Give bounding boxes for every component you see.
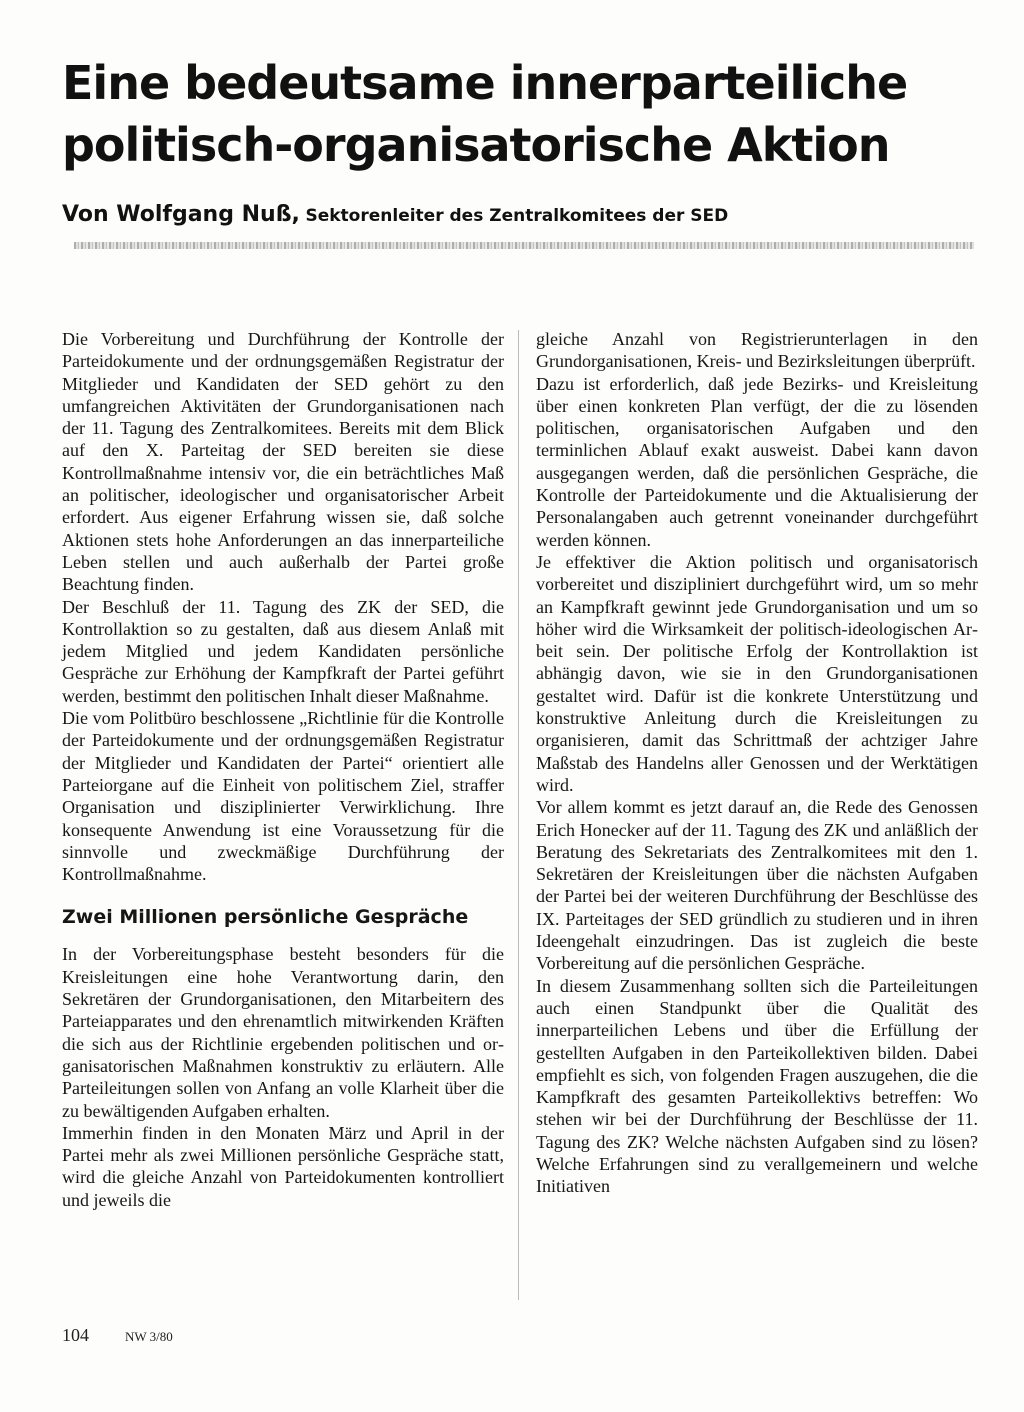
paragraph: Die Vorbereitung und Durchführung der Kontrolle der Parteidokumente und der ordnungsgemäßen Registratur der Mitglieder und Kandidaten der SED gehört zu den umfangreichen Aktivitäten der Grundorganisationen nach der 11. Tagung des Zentralkomitees. Bereits mit dem Blick auf den X. Parteitag der SED bereiten sie diese Kontrollmaßnahme intensiv vor, die ein beträchtliches Maß an politischer, ideologischer und organisatorischer Arbeit erfordert. Aus eigener Erfahrung wissen sie, daß solche Aktionen stets hohe Anforderungen an das innerparteiliche Leben stellen und auch außerhalb der Partei große Beachtung finden. [62,329,504,595]
paragraph: Die vom Politbüro beschlossene „Richtlinie für die Kontrolle der Parteidokumente und der ordnungsgemäßen Registratur der Mitglieder und Kandidaten der Partei“ orientiert alle Parteiorgane auf die Einheit von politischem Ziel, straffer Organisation und disziplinierter Verwirklichung. Ihre konsequente Anwendung ist eine Voraussetzung für die sinnvolle und zweckmäßige Durchführung der Kontrollmaßnahme. [62,708,504,885]
paragraph: Der Beschluß der 11. Tagung des ZK der SED, die Kontrollaktion so zu gestalten, daß aus diesem Anlaß mit jedem Mitglied und jedem Kandidaten persönliche Gespräche zur Erhöhung der Kampfkraft der Partei geführt werden, bestimmt den politischen Inhalt dieser Maßnahme. [62,596,504,706]
paragraph: Vor allem kommt es jetzt darauf an, die Rede des Genossen Erich Honecker auf der 11. Tagung des ZK und anläßlich der Beratung des Sekretariats des Zentralkomitees mit den 1. Sekretären der Kreisleitungen über die nächsten Aufgaben der Partei bei der weiteren Durchführung der Beschlüsse des IX. Parteitages der SED gründlich zu studieren und in ihren Ideengehalt einzudringen. Das ist zugleich die beste Vorbereitung auf die persönlichen Gespräche. [536,797,978,974]
column-divider [518,330,519,1300]
title-line-2: politisch-organisatorische Aktion [62,118,890,172]
left-column [62,328,504,1211]
issue-label: NW 3/80 [125,1329,173,1344]
byline [62,200,992,231]
paragraph: In der Vorbereitungsphase besteht besonders für die Kreisleitungen eine hohe Verantwortung darin, den Sekretären der Grundorganisationen, den Mitarbeitern des Parteiapparates und den ehrenamtlich mitwirkenden Kräften die sich aus der Richtlinie ergebenden politischen und organisatorischen Maßnahmen konstruktiv zu erläutern. Alle Parteileitungen sollen von Anfang an volle Klarheit über die zu bewältigenden Aufgaben erhalten. [62,944,504,1121]
paragraph: gleiche Anzahl von Registrierunterlagen in den Grundorganisationen, Kreis- und Bezirksleitungen überprüft. [536,329,978,372]
author-role: Sektorenleiter des Zentralkomitees der SED [305,206,729,226]
paragraph: Dazu ist erforderlich, daß jede Bezirks- und Kreisleitung über einen konkreten Plan verfügt, der die zu lösenden politischen, organisatorischen Aufgaben und den terminlichen Ablauf exakt ausweist. Dabei kann davon ausgegangen werden, daß die persönlichen Gespräche, die Kontrolle der Parteidokumente und die Aktualisierung der Personalangaben auch getrennt voneinander durchgeführt werden können. [536,373,978,550]
paragraph: Je effektiver die Aktion politisch und organisatorisch vorbereitet und diszipliniert durchgeführt wird, um so mehr an Kampfkraft gewinnt jede Grundorganisation und um so höher wird die Wirksamkeit der politisch-ideologischen Arbeit sein. Der politische Erfolg der Kontrollaktion ist abhängig davon, wie sie in den Grundorganisationen gestaltet wird. Dafür ist die konkrete Unterstützung und konstruktive Anleitung durch die Kreisleitungen zu organisieren, damit das Schrittmaß der achtziger Jahre Maßstab des Handelns aller Genossen und der Werktätigen wird. [536,551,978,795]
title-line-1: Eine bedeutsame innerparteiliche [62,56,908,110]
section-heading: Zwei Millionen persönliche Gespräche [62,906,469,929]
right-column [536,328,978,1198]
paragraph: In diesem Zusammenhang sollten sich die Parteileitungen auch einen Standpunkt über die Qualität des innerparteilichen Lebens und über die Erfüllung der gestellten Aufgaben in den Parteikollektiven bilden. Dabei empfiehlt es sich, von folgenden Fragen auszugehen, die die Kampfkraft des gesamten Parteikollektivs betreffen: Wo stehen wir bei der Durchführung der Beschlüsse der 11. Tagung des ZK? Welche nächsten Aufgaben sind zu lösen? Welche Erfahrungen sind zu verallgemeinern und welche Initiativen [536,975,978,1197]
page-number: 104 [62,1325,89,1345]
article-title [62,52,1002,176]
author-name: Von Wolfgang Nuß, [62,202,300,227]
decorative-rule [74,242,974,249]
paragraph: Immerhin finden in den Monaten März und April in der Partei mehr als zwei Millionen persönliche Gespräche statt, wird die gleiche Anzahl von Parteidokumenten kontrolliert und jeweils die [62,1122,504,1210]
